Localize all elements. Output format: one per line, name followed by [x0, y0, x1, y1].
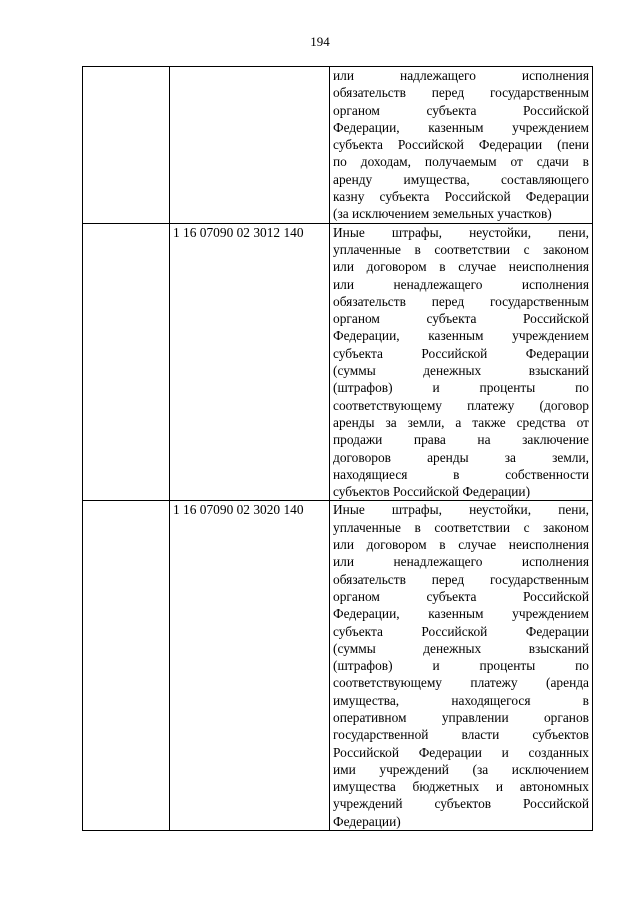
description-line: находящиеся в собственности [333, 466, 589, 482]
description-line: (суммы денежных взысканий [333, 640, 589, 656]
description-line: органом субъекта Российской [333, 588, 589, 604]
description-line: субъекта Российской Федерации (пени [333, 137, 589, 153]
description-line: ими учреждений (за исключением [333, 761, 589, 777]
table-cell-empty [83, 501, 170, 831]
table-row [83, 67, 593, 224]
table-body [83, 67, 593, 831]
description-line: имущества бюджетных и автономных [333, 779, 589, 795]
description-line: соответствующему платежу (аренда [333, 675, 589, 691]
budget-code-cell: 1 16 07090 02 3012 140 [170, 223, 330, 501]
description-line: органом субъекта Российской [333, 311, 589, 327]
description-line: субъектов Российской Федерации) [333, 484, 531, 500]
description-line: обязательств перед государственным [333, 85, 589, 101]
revenue-codes-table [82, 66, 593, 831]
description-line: или договором в случае неисполнения [333, 259, 589, 275]
page-number: 194 [310, 34, 330, 49]
description-line: или ненадлежащего исполнения [333, 554, 589, 570]
description-line: (штрафов) и проценты по [333, 380, 589, 396]
description-line: Федерации, казенным учреждением [333, 606, 589, 622]
description-line: Федерации, казенным учреждением [333, 328, 589, 344]
description-line: имущества, находящегося в [333, 692, 589, 708]
table-row [83, 223, 593, 501]
description-cell [330, 67, 593, 224]
description-line: (за исключением земельных участков) [333, 206, 552, 222]
description-line: договоров аренды за земли, [333, 449, 589, 465]
description-line: Иные штрафы, неустойки, пени, [333, 224, 589, 240]
table-cell-empty [83, 67, 170, 224]
budget-code-cell [170, 67, 330, 224]
description-line: аренду имущества, составляющего [333, 171, 589, 187]
description-line: государственной власти субъектов [333, 727, 589, 743]
description-line: Федерации, казенным учреждением [333, 119, 589, 135]
description-line: обязательств перед государственным [333, 571, 589, 587]
description-line: уплаченные в соответствии с законом [333, 241, 589, 257]
description-line: оперативном управлении органов [333, 709, 589, 725]
description-cell [330, 223, 593, 501]
description-line: казну субъекта Российской Федерации [333, 189, 589, 205]
table-cell-empty [83, 223, 170, 501]
description-line: обязательств перед государственным [333, 293, 589, 309]
description-line: Российской Федерации и созданных [333, 744, 589, 760]
table-row [83, 501, 593, 831]
description-line: по доходам, получаемым от сдачи в [333, 154, 589, 170]
budget-code-cell: 1 16 07090 02 3020 140 [170, 501, 330, 831]
description-line: продажи права на заключение [333, 432, 589, 448]
description-cell [330, 501, 593, 831]
description-line: субъекта Российской Федерации [333, 345, 589, 361]
description-line: учреждений субъектов Российской [333, 796, 589, 812]
description-line: или договором в случае неисполнения [333, 537, 589, 553]
description-line: уплаченные в соответствии с законом [333, 519, 589, 535]
description-line: соответствующему платежу (договор [333, 397, 589, 413]
description-line: или надлежащего исполнения [333, 68, 589, 83]
description-line: субъекта Российской Федерации [333, 623, 589, 639]
description-line: аренды за земли, а также средства от [333, 414, 589, 430]
description-line: Федерации) [333, 813, 401, 829]
description-line: (штрафов) и проценты по [333, 658, 589, 674]
description-line: (суммы денежных взысканий [333, 363, 589, 379]
description-line: Иные штрафы, неустойки, пени, [333, 502, 589, 518]
description-line: или ненадлежащего исполнения [333, 276, 589, 292]
description-line: органом субъекта Российской [333, 102, 589, 118]
